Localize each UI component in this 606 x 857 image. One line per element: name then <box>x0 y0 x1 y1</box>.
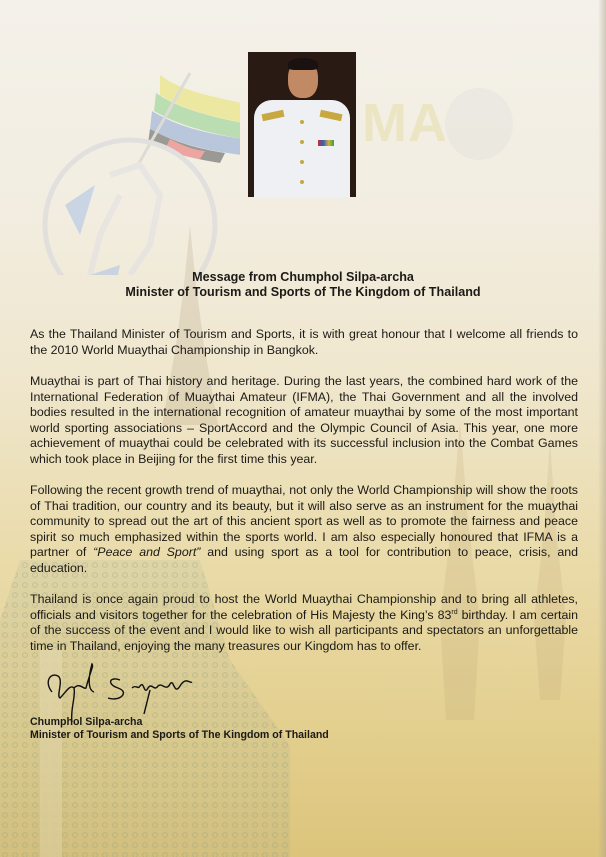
button-icon <box>300 140 304 144</box>
peace-and-sport-phrase: “Peace and Sport” <box>93 545 201 559</box>
logo-circle-watermark <box>445 88 513 160</box>
message-heading <box>0 270 606 300</box>
paragraph-1: As the Thailand Minister of Tourism and Sports, it is with great honour that I welcome all friends to the 2010 World Muaythai Championship in Bangkok. <box>30 327 578 357</box>
hair <box>288 58 318 70</box>
message-body <box>30 327 578 670</box>
signer-block <box>30 716 329 742</box>
paragraph-3-text: Following the recent growth trend of muaythai, not only the World Championship will show the roots of Thai tradition, our country and its beauty, but it will also serve as an instrument for the muaythai community to spread out the art of this ancient sport as well as to promote the fairness and peace spirit so much emphasized within the sports world. I am also especially honoured that IFMA is a partner of <box>30 483 578 559</box>
signer-title: Minister of Tourism and Sports of The Kingdom of Thailand <box>30 729 329 741</box>
heading-line-1: Message from Chumphol Silpa-archa <box>192 270 414 284</box>
button-icon <box>300 160 304 164</box>
ifma-watermark-text: MA <box>362 93 448 153</box>
paragraph-4 <box>30 592 578 654</box>
heading-line-2: Minister of Tourism and Sports of The Kingdom of Thailand <box>125 285 481 299</box>
signature-icon <box>40 662 220 722</box>
button-icon <box>300 180 304 184</box>
minister-portrait <box>248 52 356 197</box>
paragraph-3 <box>30 483 578 576</box>
signer-name: Chumphol Silpa-archa <box>30 716 143 728</box>
ordinal-suffix: rd <box>451 608 458 616</box>
paragraph-4-text-end: birthday. I am certain of the success of the event and I would like to wish all participants and spectators an unforgettable time in Thailand, enjoying the many treasures our Kingdom has to offer. <box>30 607 578 653</box>
medal-ribbon-icon <box>318 140 334 146</box>
page-edge-shadow <box>598 0 606 857</box>
paragraph-3-text-end: and using sport as a tool for contribution to peace, crisis, and education. <box>30 545 579 575</box>
paragraph-2: Muaythai is part of Thai history and heritage. During the last years, the combined hard work of the International Federation of Muaythai Amateur (IFMA), the Thai Government and all the involved bodies resulted in the international recognition of amateur muaythai by some of the most important world sporting associations – SportAccord and the Olympic Council of Asia. This year, one more achievement of muaythai could be celebrated with its successful inclusion into the Combat Games which took place in Beijing for the first time this year. <box>30 374 578 466</box>
paragraph-4-text: Thailand is once again proud to host the World Muaythai Championship and to bring all athletes, officials and visitors together for the celebration of His Majesty the King’s 83 <box>30 592 578 622</box>
button-icon <box>300 120 304 124</box>
